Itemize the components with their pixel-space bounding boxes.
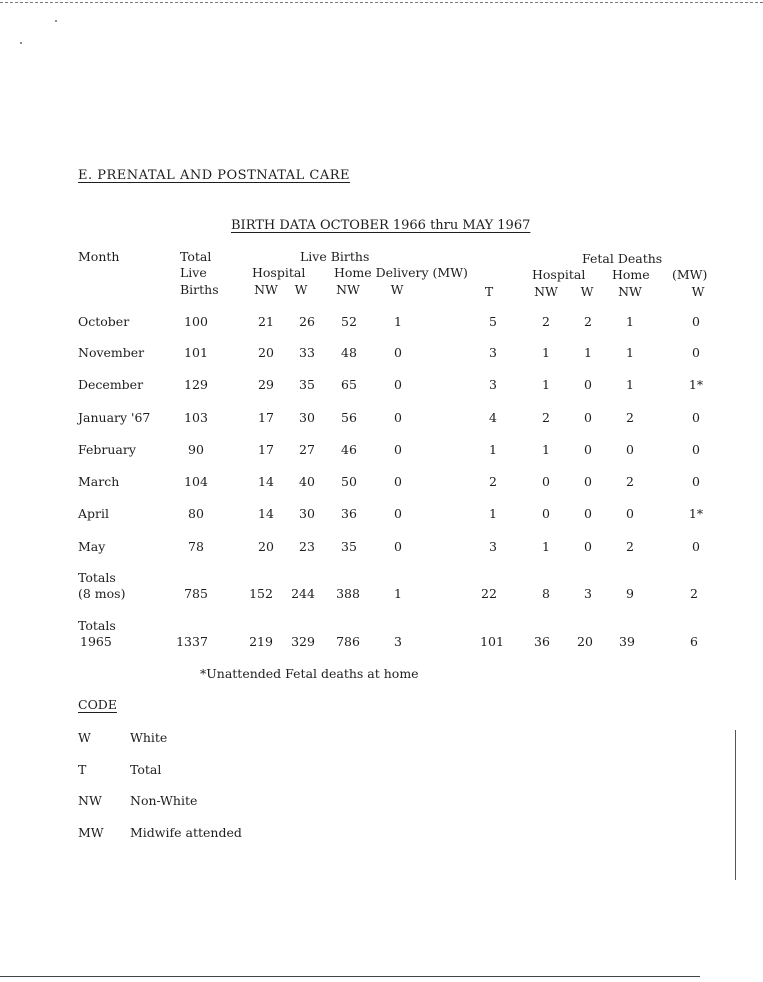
section-title: [78, 168, 350, 183]
row-fetal-home-nw: 0: [626, 506, 634, 521]
row-home-w: 0: [394, 377, 402, 392]
row-home-w: 0: [394, 345, 402, 360]
totals-8mos-label-line2: (8 mos): [78, 586, 126, 601]
row-home-w: 0: [394, 474, 402, 489]
code-abbr-t: T: [78, 762, 87, 777]
row-home-nw: 36: [341, 506, 357, 521]
header-col-home-w: W: [390, 282, 404, 297]
row-hospital-nw: 17: [258, 442, 274, 457]
scan-bottom-line: [0, 976, 700, 977]
row-hospital-w: 26: [299, 314, 315, 329]
header-total-line1: Total: [180, 249, 212, 264]
row-fetal-mw-w: 0: [692, 474, 700, 489]
row-hospital-nw: 29: [258, 377, 274, 392]
row-fetal-hospital-w: 0: [584, 474, 592, 489]
row-home-nw: 65: [341, 377, 357, 392]
row-fetal-home-nw: 1: [626, 314, 634, 329]
row-fetal-hospital-nw: 1: [542, 377, 550, 392]
row-total-t: 1: [489, 442, 497, 457]
row-hospital-w: 30: [299, 410, 315, 425]
row-hospital-w: 23: [299, 539, 315, 554]
row-fetal-hospital-w: 0: [584, 377, 592, 392]
row-total-t: 5: [489, 314, 497, 329]
header-col-fetal-home-nw: NW: [618, 284, 642, 299]
row-fetal-mw-w: 0: [692, 539, 700, 554]
row-month: October: [78, 314, 130, 329]
totals-1965-label-line2: 1965: [80, 634, 112, 649]
table-title: [231, 218, 530, 233]
totals-8mos-fetal-home-nw: 9: [626, 586, 634, 601]
totals-1965-label-line1: Totals: [78, 618, 116, 633]
row-month: February: [78, 442, 136, 457]
scan-top-border: [0, 2, 763, 3]
code-heading: [78, 697, 117, 712]
row-fetal-hospital-nw: 2: [542, 410, 550, 425]
row-home-nw: 48: [341, 345, 357, 360]
row-month: January '67: [78, 410, 151, 425]
totals-1965-t: 101: [480, 634, 504, 649]
code-meaning-t: Total: [130, 762, 162, 777]
row-total-live-births: 129: [184, 377, 208, 392]
totals-8mos-label-line1: Totals: [78, 570, 116, 585]
row-total-t: 3: [489, 345, 497, 360]
totals-1965-fetal-home-nw: 39: [619, 634, 635, 649]
row-total-t: 4: [489, 410, 497, 425]
row-hospital-nw: 20: [258, 345, 274, 360]
row-month: November: [78, 345, 145, 360]
row-hospital-nw: 20: [258, 539, 274, 554]
header-total-line3: Births: [180, 282, 219, 297]
header-col-hospital-nw: NW: [254, 282, 278, 297]
row-fetal-hospital-nw: 2: [542, 314, 550, 329]
totals-1965-total: 1337: [176, 634, 208, 649]
row-home-nw: 46: [341, 442, 357, 457]
row-month: December: [78, 377, 144, 392]
row-hospital-w: 27: [299, 442, 315, 457]
totals-8mos-total: 785: [184, 586, 208, 601]
row-total-live-births: 80: [188, 506, 204, 521]
row-fetal-hospital-nw: 0: [542, 506, 550, 521]
row-home-w: 1: [394, 314, 402, 329]
row-home-nw: 56: [341, 410, 357, 425]
row-home-w: 0: [394, 442, 402, 457]
scan-speck: [20, 42, 22, 44]
row-home-nw: 50: [341, 474, 357, 489]
header-col-hospital-w: W: [294, 282, 308, 297]
totals-1965-fetal-mw-w: 6: [690, 634, 698, 649]
header-fetal-hospital: Hospital: [532, 267, 586, 282]
row-total-t: 1: [489, 506, 497, 521]
row-fetal-hospital-nw: 1: [542, 539, 550, 554]
row-fetal-hospital-w: 1: [584, 345, 592, 360]
row-fetal-hospital-nw: 0: [542, 474, 550, 489]
row-total-live-births: 101: [184, 345, 208, 360]
row-fetal-hospital-w: 0: [584, 442, 592, 457]
totals-1965-home-w: 3: [394, 634, 402, 649]
code-abbr-w: W: [78, 730, 91, 745]
header-fetal-deaths: Fetal Deaths: [582, 251, 663, 266]
scan-speck: [55, 20, 57, 22]
totals-8mos-home-w: 1: [394, 586, 402, 601]
row-home-nw: 35: [341, 539, 357, 554]
row-fetal-home-nw: 1: [626, 377, 634, 392]
scan-right-edge-line: [735, 730, 736, 880]
row-fetal-mw-w: 1*: [688, 377, 704, 392]
row-fetal-mw-w: 0: [692, 314, 700, 329]
header-fetal-mw: (MW): [672, 267, 708, 282]
row-fetal-home-nw: 2: [626, 474, 634, 489]
row-hospital-nw: 21: [258, 314, 274, 329]
header-fetal-home: Home: [612, 267, 650, 282]
header-home-delivery: Home Delivery (MW): [334, 265, 468, 280]
row-total-live-births: 90: [188, 442, 204, 457]
row-hospital-w: 30: [299, 506, 315, 521]
totals-1965-fetal-hospital-nw: 36: [534, 634, 550, 649]
row-month: April: [78, 506, 109, 521]
row-month: March: [78, 474, 120, 489]
row-hospital-w: 33: [299, 345, 315, 360]
table-title-text: BIRTH DATA OCTOBER 1966 thru MAY 1967: [231, 218, 531, 233]
code-meaning-nw: Non-White: [130, 793, 198, 808]
row-home-w: 0: [394, 539, 402, 554]
totals-8mos-home-nw: 388: [336, 586, 360, 601]
header-col-fetal-hospital-w: W: [580, 284, 594, 299]
totals-8mos-hospital-nw: 152: [249, 586, 273, 601]
header-col-fetal-mw-w: W: [691, 284, 705, 299]
header-col-home-nw: NW: [336, 282, 360, 297]
section-title-text: E. PRENATAL AND POSTNATAL CARE: [78, 168, 351, 183]
header-total-line2: Live: [180, 265, 207, 280]
row-total-live-births: 104: [184, 474, 208, 489]
row-fetal-mw-w: 0: [692, 442, 700, 457]
row-hospital-nw: 14: [258, 474, 274, 489]
totals-1965-fetal-hospital-w: 20: [577, 634, 593, 649]
totals-8mos-t: 22: [481, 586, 497, 601]
code-heading-text: CODE: [78, 697, 117, 712]
row-total-t: 3: [489, 377, 497, 392]
header-month: Month: [78, 249, 120, 264]
row-hospital-w: 35: [299, 377, 315, 392]
totals-8mos-fetal-mw-w: 2: [690, 586, 698, 601]
row-hospital-nw: 14: [258, 506, 274, 521]
row-fetal-hospital-nw: 1: [542, 345, 550, 360]
header-col-fetal-hospital-nw: NW: [534, 284, 558, 299]
row-home-nw: 52: [341, 314, 357, 329]
row-total-live-births: 100: [184, 314, 208, 329]
row-fetal-hospital-w: 0: [584, 506, 592, 521]
row-fetal-hospital-nw: 1: [542, 442, 550, 457]
header-hospital: Hospital: [252, 265, 306, 280]
footnote: *Unattended Fetal deaths at home: [200, 666, 419, 681]
row-fetal-hospital-w: 2: [584, 314, 592, 329]
row-total-t: 2: [489, 474, 497, 489]
code-abbr-mw: MW: [78, 825, 104, 840]
totals-8mos-fetal-hospital-w: 3: [584, 586, 592, 601]
header-live-births: Live Births: [300, 249, 370, 264]
totals-1965-home-nw: 786: [336, 634, 360, 649]
row-fetal-home-nw: 2: [626, 539, 634, 554]
totals-8mos-fetal-hospital-nw: 8: [542, 586, 550, 601]
row-fetal-mw-w: 0: [692, 345, 700, 360]
totals-1965-hospital-w: 329: [291, 634, 315, 649]
row-hospital-w: 40: [299, 474, 315, 489]
row-home-w: 0: [394, 506, 402, 521]
header-col-total: T: [484, 284, 494, 299]
row-month: May: [78, 539, 106, 554]
row-home-w: 0: [394, 410, 402, 425]
code-abbr-nw: NW: [78, 793, 102, 808]
row-fetal-hospital-w: 0: [584, 410, 592, 425]
row-fetal-home-nw: 1: [626, 345, 634, 360]
row-fetal-home-nw: 0: [626, 442, 634, 457]
totals-1965-hospital-nw: 219: [249, 634, 273, 649]
code-meaning-w: White: [130, 730, 168, 745]
row-fetal-home-nw: 2: [626, 410, 634, 425]
row-fetal-mw-w: 1*: [688, 506, 704, 521]
row-total-t: 3: [489, 539, 497, 554]
row-total-live-births: 78: [188, 539, 204, 554]
row-total-live-births: 103: [184, 410, 208, 425]
row-fetal-mw-w: 0: [692, 410, 700, 425]
code-meaning-mw: Midwife attended: [130, 825, 242, 840]
row-hospital-nw: 17: [258, 410, 274, 425]
totals-8mos-hospital-w: 244: [291, 586, 315, 601]
row-fetal-hospital-w: 0: [584, 539, 592, 554]
